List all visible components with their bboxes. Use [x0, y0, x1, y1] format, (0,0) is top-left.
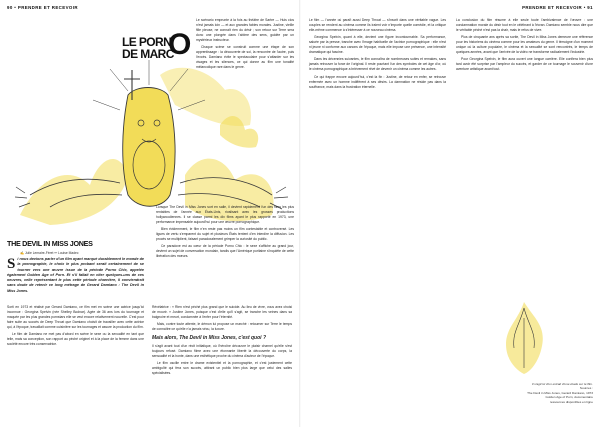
article-heading: THE DEVIL IN MISS JONES: [7, 239, 93, 248]
title-big-o: O: [168, 28, 192, 61]
page-gutter: [299, 0, 301, 427]
credit-line: Il s'agit ici d'un extrait d'une étude sur le film.: [531, 382, 593, 386]
paragraph: Ce qui frappe encore aujourd'hui, c'est la fin : Justine, de retour en enfer, se retrouve enfermée avec un homme indifférent à ses désirs. La damnation ne réside pas dans la souffrance, mais dans la frustration éternelle.: [309, 74, 446, 89]
running-header-left: 90 • PRENDRE ET RECEVOIR: [7, 5, 78, 10]
paragraph: Pour Georgina Spelvin, le film aura ouvert une longue carrière. Elle confiera bien plus tard avoir été surprise par l'ampleur du succès, et garder de ce tournage le souvenir d'une aventure artistique avant tout.: [456, 57, 593, 72]
paragraph: Mais, contre toute attente, le démon lui propose un marché : retourner sur Terre le temps de connaître ce qu'elle n'a jamais vécu, la luxure.: [152, 322, 292, 332]
title-line-2: DE MARC: [122, 47, 174, 61]
lead-dropcap: S: [7, 256, 16, 272]
credit-line: ressources disponibles en ligne: [549, 399, 593, 404]
paragraph: Bien évidemment, le film n'en reste pas moins un film contestable et controversé. Les ligues de vertu s'emparent du sujet et plusieurs États tentent d'en interdire la diffusion. Les procès se multiplient, faisant paradoxalement grimper la curiosité du public.: [156, 227, 294, 242]
credits-block: [456, 382, 593, 404]
paragraph: Révélatrice : « Rien n'est péché plus grand que le suicide. Au lieu de vivre, vous avez choisi de mourir. » Justine Jones, puisque c'est d'elle qu'il s'agit, se tranche les veines dans sa baignoire et meurt, condamnée à l'enfer pour l'éternité.: [152, 305, 292, 319]
paragraph: Le film oscille entre le drame existentiel et la pornographie, et c'est justement cette ambiguïté qui fera son succès, attirant un public bien plus large que celui des salles spécialisées.: [152, 361, 292, 376]
paragraph: La conclusion du film résume à elle seule toute l'ambivalence de l'œuvre : une condamnation morale du désir tout en le célébrant à l'écran. Damiano semble nous dire que le véritable péché n'est pas la chair, mais le refus de vivre.: [456, 18, 593, 32]
column-3-continued: [156, 205, 294, 262]
paragraph: Le film — l'année où paraît aussi Deep Throat — s'inscrit dans une véritable vague. Les couples se rendent au cinéma comme ils iraient voir n'importe quelle comédie, et la critique elle-même commence à s'intéresser à ce nouveau cinéma.: [309, 18, 446, 32]
article-subheading: Mais alors, The Devil in Miss Jones, c'est quoi ?: [152, 335, 266, 342]
article-byline: ✍ Julie Lemaire-Féret ✏ Louise Madec: [20, 251, 79, 255]
credit-line: The Devil in Miss Jones, Gerard Damiano, 1973: [527, 390, 593, 395]
column-2: [152, 305, 292, 379]
paragraph: Georgina Spelvin, quant à elle, devient une figure incontournable. Sa performance, saluée par la presse, tranche avec l'image habituelle de l'actrice pornographique : elle n'est ni jeune ni conforme aux canons de l'époque, mais elle impose une présence, une intensité dramatique qui fascine.: [309, 35, 446, 55]
paragraph: Plus de cinquante ans après sa sortie, The Devil in Miss Jones demeure une référence pour les historiens du cinéma comme pour les amateurs du genre. Il témoigne d'un moment unique où la culture populaire, le cinéma et la sexualité se sont rencontrés, le temps de quelques années, avant que l'arrivée de la vidéo ne transforme radicalement l'industrie.: [456, 35, 593, 55]
paragraph: Sorti en 1973 et réalisé par Gerard Damiano, ce film met en scène une actrice jusqu'ici inconnue : Georgina Spelvin (née Shelley Bodnar). Agée de 36 ans lors du tournage et maquée par les plus grandes pornstars elle se veut encore relativement nouvelle. C'est pour faire suite au succès de Deep Throat que Damiano choisit de travailler avec cette actrice qui, à l'époque, travaillait comme cuisinière sur les tournages et assure la production du film.: [7, 305, 144, 329]
column-5: [456, 18, 593, 75]
title-line-1: LE PORN: [122, 35, 172, 49]
central-figure: [123, 88, 175, 207]
paragraph: Ce paradoxe est au cœur de la période Porno Chic : le sexe s'affiche au grand jour, devient un sujet de conversation mondain, tandis que l'Amérique puritaine s'inquiète de cette libération des mœurs.: [156, 244, 294, 259]
lead-text: i nous devions parler d'un film ayant marqué durablement le monde de la pornographie, le choix le plus probant serait certainement de se tourner vers une œuvre issue de la période Porno Chic, appelée également Golden Age of Porn. Et s'il fallait en citer quelques-uns de ces oeuvres, celle représentant le plus cette période charnière, il conviendrait sans doute de retenir ce long métrage de Gerard Damiano : The Devil in Miss Jones.: [7, 257, 144, 293]
credit-line: Sources :: [579, 386, 593, 391]
running-header-right: PRENDRE ET RECEVOIR • 91: [522, 5, 593, 10]
column-1: [7, 305, 144, 349]
paragraph: Le scénario emprunte à la fois au théâtre de Sartre — Huis clos n'est jamais loin — et aux grandes fables morales. Justine, vieille fille pieuse, ne connaît rien du désir ; son retour sur Terre sera donc une plongée dans l'abîme des sens, guidée par un mystérieux instructeur.: [196, 18, 294, 42]
paragraph: Chaque scène se construit comme une étape de son apprentissage : la découverte de soi, la rencontre de l'autre, puis l'excès. Damiano évite le spectaculaire pour s'attarder sur les visages et les silences, ce qui donne au film une tonalité mélancolique rare dans le genre.: [196, 45, 294, 70]
article-lead: [7, 257, 144, 294]
credit-line: Golden Age of Porn, documentaire: [545, 395, 593, 400]
paragraph: Il s'agit avant tout d'un récit initiatique, où l'héroïne découvre le plaisir charnel qu'elle s'est toujours refusé. Damiano filme avec une étonnante liberté la découverte du corps, la sensualité et la honte, dans une esthétique proche du cinéma d'auteur de l'époque.: [152, 344, 292, 359]
paragraph: Le film de Damiano ne met pas d'abord en scène le sexe ou la sexualité en tant que telle, mais sa conception, son rapport au péché originel et à la place de la femme dans une société encore très conservatrice.: [7, 332, 144, 347]
paragraph: Dans les décennies suivantes, le film connaîtra de nombreuses suites et remakes, sans jamais retrouver la force de l'original. Il reste pourtant l'un des symboles de cet âge d'or, où le cinéma pornographique a brièvement rêvé de devenir un cinéma comme les autres.: [309, 57, 446, 72]
paragraph: Lorsque The Devil in Miss Jones sort en salle, il devient rapidement l'un des films les plus rentables de l'année aux États-Unis, rivalisant avec les grosses productions hollywoodiennes. Il se classe parmi les dix films ayant le plus rapporté en 1973, une performance impensable aujourd'hui pour une œuvre pornographique.: [156, 205, 294, 224]
yellow-plant: [220, 116, 258, 148]
yellow-flame-left: [20, 159, 128, 225]
left-claw: [15, 187, 30, 207]
column-3: [196, 18, 294, 72]
flame-figure-illustration: [494, 298, 554, 378]
column-4: [309, 18, 446, 92]
flame-shape: [506, 302, 543, 374]
